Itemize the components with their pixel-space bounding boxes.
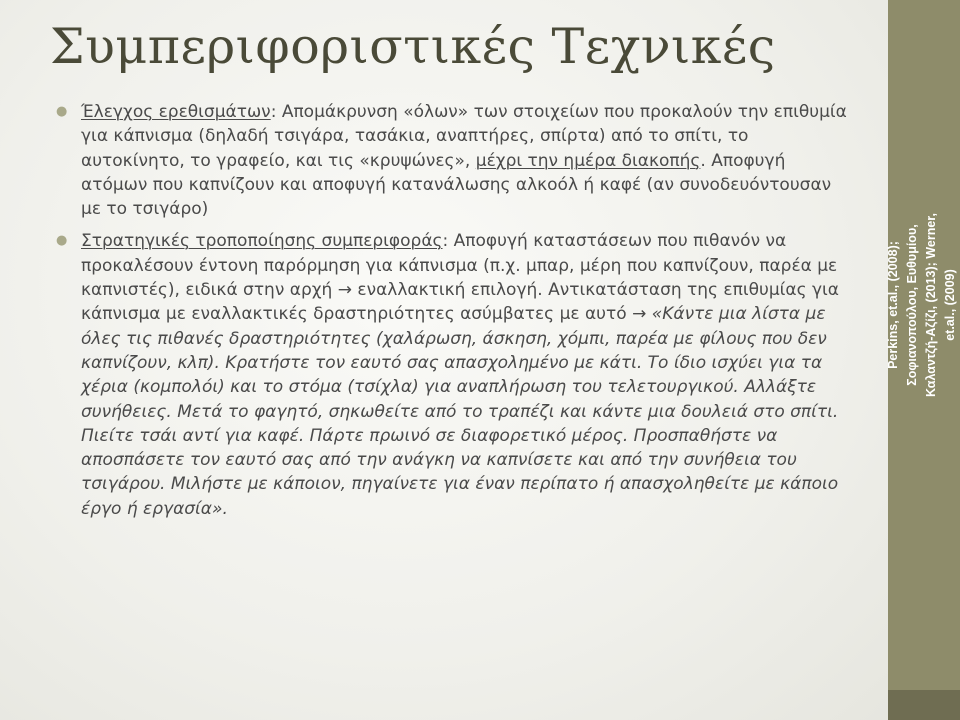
reference-line: Καλαντζή-Αζίζι, (2013); Werner, <box>924 213 938 397</box>
bullet-dot-icon: ● <box>56 104 68 119</box>
bullet-text: εναλλακτική επιλογή. Αντικατάσταση της επιθυμίας για κάπνισμα με εναλλακτικές δραστηριότητες ασύμβατες με αυτό <box>81 280 840 325</box>
reference-line: et.al., (2009) <box>943 269 957 341</box>
bullet-text: . Αποφυγή ατόμων που καπνίζουν και αποφυγή κατανάλωσης αλκοόλ ή καφέ (αν συνοδευόντουσαν με το τσιγάρο) <box>81 150 832 220</box>
bullet-lead-term: Στρατηγικές τροποποίησης συμπεριφοράς <box>81 231 443 252</box>
reference-line: Σοφιανοπούλου, Ευθυμίου, <box>905 224 919 386</box>
bullet-dot-icon: ● <box>56 233 68 249</box>
bullet-text: : Αποφυγή καταστάσεων που πιθανόν να προκαλέσουν έντονη παρόρμηση για κάπνισμα (π.χ. μπαρ, μέρη που καπνίζουν, παρέα με καπνιστές), ειδικά στην αρχή <box>81 231 838 301</box>
slide-title: Συμπεριφοριστικές Τεχνικές <box>50 18 776 75</box>
bullet-italic-quote: «Κάντε μια λίστα με όλες τις πιθανές δραστηριότητες (χαλάρωση, άσκηση, χόμπι, παρέα με φίλους που δεν καπνίζουν, κλπ). Κρατήστε τον εαυτό σας απασχολημένο με κάτι. Το ίδιο ισχύει για τα χέρια (κομπολόι) και το στόμα (τσίχλα) για αναπλήρωση του τελετουργικού. Αλλάξτε συνήθειες. Μετά το φαγητό, σηκωθείτε από το τραπέζι και κάντε μια δουλειά στο σπίτι. Πιείτε τσάι αντί για καφέ. Πάρτε πρωινό σε διαφορετικό μέρος. Προσπαθήστε να αποσπάσετε τον εαυτό σας από την ανάγκη να καπνίσετε και από την συνήθεια του τσιγάρου. Μιλήστε με κάποιον, πηγαίνετε για έναν περίπατο ή απασχοληθείτε με κάποιο έργο ή εργασία». <box>81 304 839 519</box>
bullet-stimulus-control <box>56 100 856 221</box>
right-arrow-icon: → <box>337 280 352 301</box>
right-arrow-icon: → <box>632 304 647 325</box>
bullet-underlined-phrase: μέχρι την ημέρα διακοπής <box>475 150 701 171</box>
reference-line: Perkins, et.al., (2008); <box>886 241 900 369</box>
bullet-lead-term: Έλεγχος ερεθισμάτων <box>81 102 271 122</box>
sidebar-footer-shade <box>888 690 960 720</box>
bullet-behavior-modification <box>56 229 856 521</box>
sidebar-references <box>884 155 960 455</box>
bullet-text: : Απομάκρυνση «όλων» των στοιχείων που προκαλούν την επιθυμία για κάπνισμα (δηλαδή τσιγάρα, τασάκια, αναπτήρες, σπίρτα) από το σπίτι, το αυτοκίνητο, το γραφείο, και τις «κρυψώνες», <box>81 102 847 171</box>
slide-content <box>56 100 856 529</box>
